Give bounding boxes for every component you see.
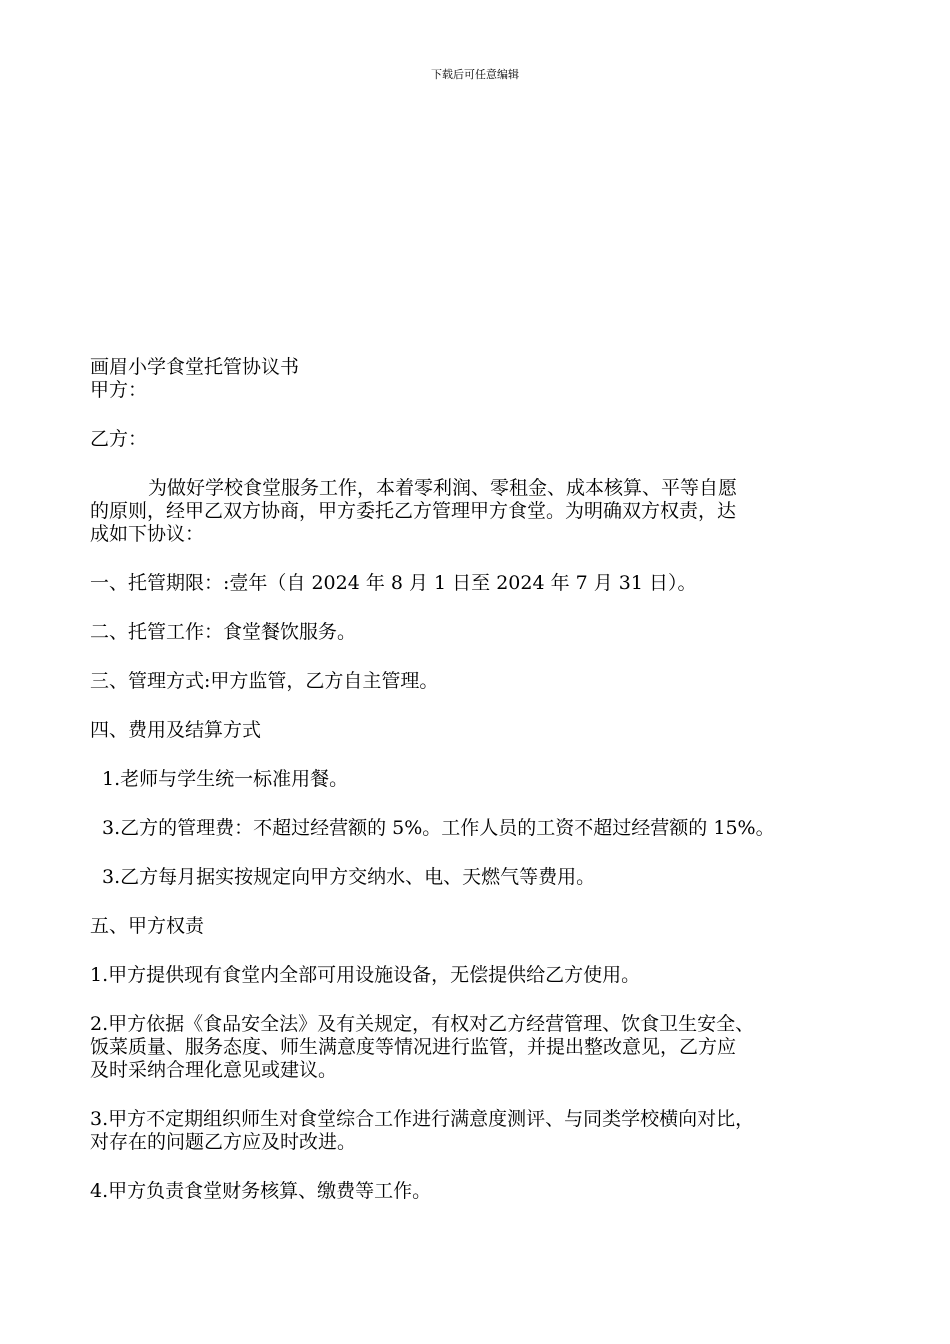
section-term: 一、托管期限：:壹年（自 2024 年 8 月 1 日至 2024 年 7 月 31 日）。 xyxy=(90,572,697,594)
intro-line: 为做好学校食堂服务工作，本着零利润、零租金、成本核算、平等自愿 xyxy=(148,477,738,499)
document-title: 画眉小学食堂托管协议书 xyxy=(90,356,300,378)
fees-item: 3.乙方每月据实按规定向甲方交纳水、电、天燃气等费用。 xyxy=(102,866,596,888)
section-work: 二、托管工作：食堂餐饮服务。 xyxy=(90,621,357,643)
party-a-item xyxy=(90,1013,870,1082)
section-party-a-heading: 五、甲方权责 xyxy=(90,915,205,937)
section-management: 三、管理方式:甲方监管，乙方自主管理。 xyxy=(90,670,439,692)
party-a-item-line: 饭菜质量、服务态度、师生满意度等情况进行监管，并提出整改意见，乙方应 xyxy=(90,1036,737,1058)
party-a-label: 甲方： xyxy=(90,379,148,401)
agreement-document xyxy=(90,356,870,1203)
fees-item: 1.老师与学生统一标准用餐。 xyxy=(102,768,349,790)
party-a-item-line: 对存在的问题乙方应及时改进。 xyxy=(90,1131,357,1153)
page-header-note: 下载后可任意编辑 xyxy=(431,68,519,81)
party-b-label: 乙方： xyxy=(90,428,148,450)
fees-item: 3.乙方的管理费：不超过经营额的 5%。工作人员的工资不超过经营额的 15%。 xyxy=(102,817,775,839)
intro-line: 的原则，经甲乙双方协商，甲方委托乙方管理甲方食堂。为明确双方权责，达 xyxy=(90,500,737,522)
party-a-item: 1.甲方提供现有食堂内全部可用设施设备，无偿提供给乙方使用。 xyxy=(90,964,641,986)
party-a-item-line: 3.甲方不定期组织师生对食堂综合工作进行满意度测评、与同类学校横向对比， xyxy=(90,1108,755,1130)
section-fees-heading: 四、费用及结算方式 xyxy=(90,719,262,741)
intro-paragraph xyxy=(90,477,870,546)
intro-line: 成如下协议： xyxy=(90,523,205,545)
party-a-item-line: 2.甲方依据《食品安全法》及有关规定，有权对乙方经营管理、饮食卫生安全、 xyxy=(90,1013,755,1035)
party-a-item: 4.甲方负责食堂财务核算、缴费等工作。 xyxy=(90,1180,432,1202)
party-a-item xyxy=(90,1108,870,1154)
party-a-item-line: 及时采纳合理化意见或建议。 xyxy=(90,1059,338,1081)
